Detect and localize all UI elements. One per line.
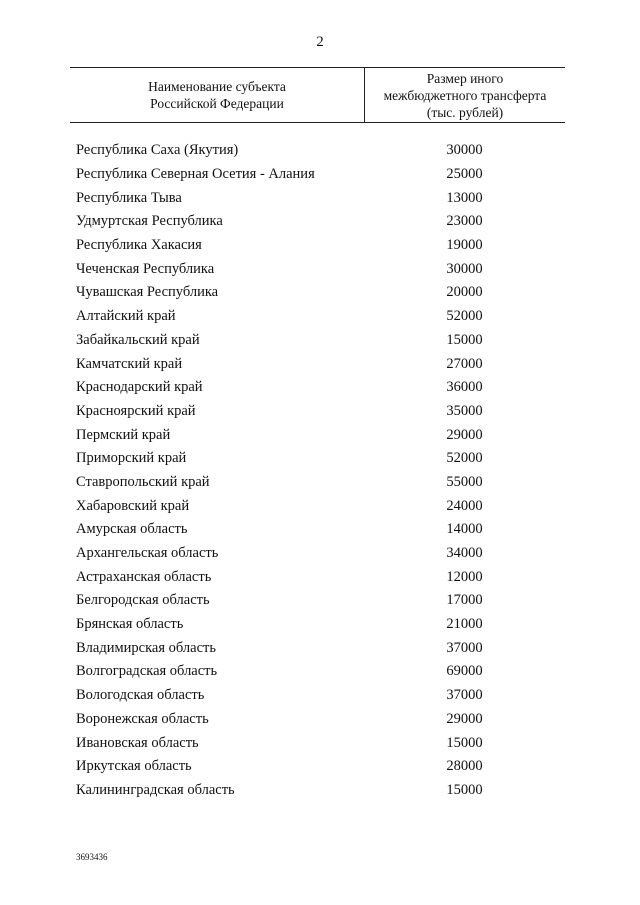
region-name: Удмуртская Республика [76, 213, 223, 230]
table-row [70, 234, 565, 258]
transfer-amount: 30000 [446, 142, 483, 159]
region-name: Брянская область [76, 616, 184, 633]
region-name: Вологодская область [76, 687, 205, 704]
table-row [70, 447, 565, 471]
table-row [70, 329, 565, 353]
region-name: Забайкальский край [76, 331, 200, 348]
region-name: Архангельская область [76, 545, 219, 562]
transfer-amount: 17000 [446, 592, 483, 609]
transfer-amount: 28000 [446, 758, 483, 775]
table-row [70, 518, 565, 542]
transfer-table [70, 67, 565, 802]
transfer-amount: 29000 [446, 710, 483, 727]
header-transfer-amount-text: Размер иного межбюджетного трансферта (тыс. рублей) [383, 70, 547, 120]
region-name: Камчатский край [76, 355, 183, 372]
table-row [70, 684, 565, 708]
table-row [70, 660, 565, 684]
region-name: Владимирская область [76, 639, 216, 656]
region-name: Алтайский край [76, 308, 176, 325]
header-region-name [70, 68, 365, 122]
region-name: Приморский край [76, 450, 187, 467]
table-row [70, 400, 565, 424]
transfer-amount: 15000 [446, 734, 483, 751]
table-row [70, 139, 565, 163]
transfer-amount: 14000 [446, 521, 483, 538]
table-row [70, 257, 565, 281]
transfer-amount: 24000 [446, 497, 483, 514]
transfer-amount: 69000 [446, 663, 483, 680]
region-name: Республика Хакасия [76, 237, 202, 254]
transfer-amount: 55000 [446, 473, 483, 490]
region-name: Республика Саха (Якутия) [76, 142, 239, 159]
region-name: Чувашская Республика [76, 284, 219, 301]
page-number: 2 [316, 34, 324, 50]
document-code: 3693436 [76, 852, 108, 862]
transfer-amount: 13000 [446, 189, 483, 206]
header-transfer-amount [365, 68, 565, 122]
table-row [70, 494, 565, 518]
region-name: Пермский край [76, 426, 171, 443]
table-row [70, 423, 565, 447]
table-body [70, 139, 565, 802]
transfer-amount: 21000 [446, 616, 483, 633]
region-name: Астраханская область [76, 568, 212, 585]
table-row [70, 210, 565, 234]
region-name: Калининградская область [76, 781, 235, 798]
table-row [70, 565, 565, 589]
table-row [70, 589, 565, 613]
table-row [70, 708, 565, 732]
region-name: Красноярский край [76, 402, 196, 419]
table-row [70, 352, 565, 376]
table-row [70, 755, 565, 779]
table-row [70, 281, 565, 305]
transfer-amount: 19000 [446, 237, 483, 254]
table-row [70, 542, 565, 566]
table-row [70, 305, 565, 329]
transfer-amount: 52000 [446, 308, 483, 325]
transfer-amount: 15000 [446, 331, 483, 348]
table-row [70, 163, 565, 187]
transfer-amount: 34000 [446, 545, 483, 562]
region-name: Иркутская область [76, 758, 192, 775]
table-row [70, 731, 565, 755]
region-name: Белгородская область [76, 592, 210, 609]
table-header [70, 67, 565, 123]
region-name: Амурская область [76, 521, 188, 538]
transfer-amount: 25000 [446, 166, 483, 183]
region-name: Ивановская область [76, 734, 199, 751]
table-row [70, 613, 565, 637]
transfer-amount: 35000 [446, 402, 483, 419]
region-name: Воронежская область [76, 710, 209, 727]
transfer-amount: 23000 [446, 213, 483, 230]
transfer-amount: 52000 [446, 450, 483, 467]
transfer-amount: 15000 [446, 781, 483, 798]
region-name: Хабаровский край [76, 497, 190, 514]
region-name: Республика Северная Осетия - Алания [76, 166, 315, 183]
transfer-amount: 27000 [446, 355, 483, 372]
region-name: Ставропольский край [76, 473, 210, 490]
region-name: Чеченская Республика [76, 260, 215, 277]
table-row [70, 779, 565, 803]
transfer-amount: 30000 [446, 260, 483, 277]
table-row [70, 471, 565, 495]
transfer-amount: 12000 [446, 568, 483, 585]
table-row [70, 186, 565, 210]
table-row [70, 376, 565, 400]
table-row [70, 636, 565, 660]
transfer-amount: 37000 [446, 687, 483, 704]
transfer-amount: 29000 [446, 426, 483, 443]
transfer-amount: 20000 [446, 284, 483, 301]
region-name: Республика Тыва [76, 189, 182, 206]
transfer-amount: 36000 [446, 379, 483, 396]
region-name: Краснодарский край [76, 379, 203, 396]
region-name: Волгоградская область [76, 663, 218, 680]
transfer-amount: 37000 [446, 639, 483, 656]
header-region-name-text: Наименование субъекта Российской Федерации [148, 79, 286, 111]
